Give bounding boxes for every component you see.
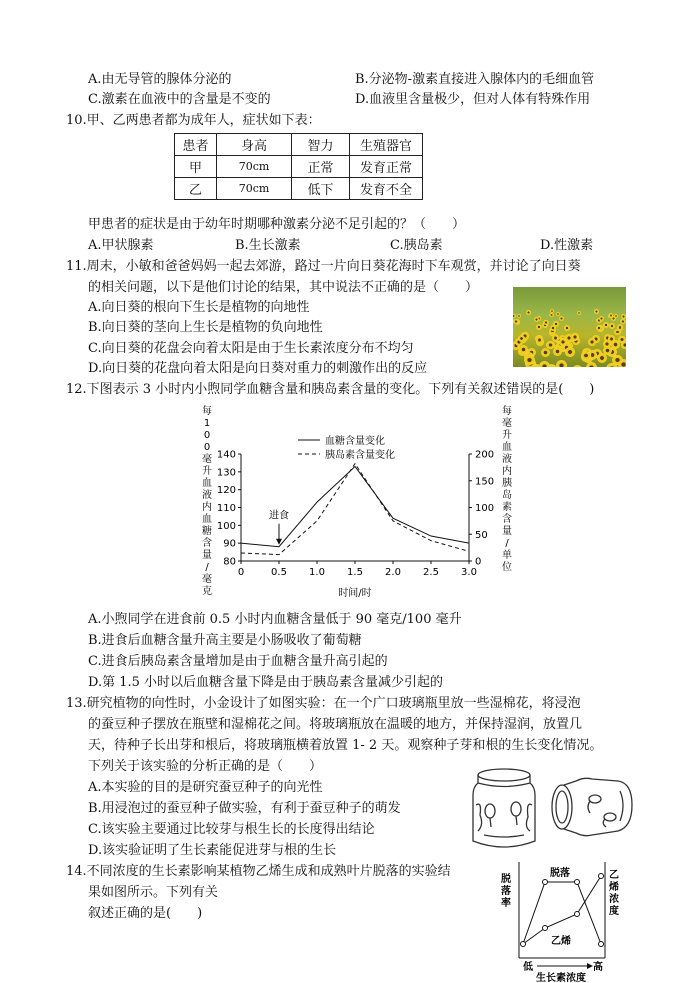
right-axis-label-char: 血: [502, 442, 512, 453]
fig14-high-label: 高: [593, 962, 603, 973]
abscission-point: [575, 880, 580, 885]
glucose-series-line: [241, 466, 469, 546]
x-axis-label: 时间/时: [338, 588, 372, 599]
right-axis-label-char: 位: [502, 562, 512, 573]
left-y-tick-label: 90: [223, 538, 236, 550]
sideways-jar-drawing: [552, 778, 632, 835]
right-y-tick-label: 100: [475, 503, 495, 514]
sunflower-dot: [565, 347, 574, 356]
fig14-low-label: 低: [523, 962, 533, 973]
sunflower-dot: [556, 312, 560, 316]
sunflower-dot: [603, 322, 609, 328]
abscission-curve: [523, 882, 601, 944]
fig14-right-label-2: 烯: [609, 882, 619, 893]
x-tick-label: 2.5: [423, 567, 439, 578]
table-cell: 乙: [175, 178, 217, 200]
q14-stem-line1: 14.不同浓度的生长素影响某植物乙烯生成和成熟叶片脱落的实验结: [66, 864, 451, 879]
q10-option-d: D.性激素: [540, 238, 594, 253]
abscission-point: [521, 942, 526, 947]
left-axis-label-char: 内: [202, 502, 212, 513]
q13-stem-line4: 下列关于该实验的分析正确的是（ ）: [88, 759, 323, 774]
q13-stem-line1: 13.研究植物的向性时，小金设计了如图实验：在一个广口玻璃瓶里放一些湿棉花，将浸泡: [66, 696, 581, 711]
ethylene-curve-label: 乙烯: [551, 936, 571, 947]
left-axis-label-char: 克: [202, 586, 212, 597]
sunflower-dot: [549, 313, 554, 318]
q13-option-d: D.该实验证明了生长素能促进芽与根的生长: [88, 843, 337, 858]
sunflower-dot: [611, 316, 616, 321]
right-y-tick-label: 200: [475, 449, 495, 461]
q11-stem-line1: 11.周末，小敏和爸爸妈妈一起去郊游，路过一片向日葵花海时下车观赏，并讨论了向日葵: [66, 259, 581, 274]
fig14-left-label-3: 率: [501, 898, 511, 909]
left-axis-label-char: 血: [202, 514, 212, 525]
sunflower-dot: [614, 329, 621, 336]
ethylene-point: [599, 874, 604, 879]
right-axis-label-char: 内: [502, 466, 512, 477]
auxin-ethylene-figure: [495, 858, 625, 983]
left-axis-label-char: 0: [203, 430, 211, 441]
insulin-series-line: [241, 464, 469, 555]
q14-stem-line3: 叙述正确的是( ): [88, 906, 203, 921]
x-tick-label: 2.0: [385, 567, 401, 578]
table-header-cell: 身高: [217, 134, 292, 156]
q11-option-c: C.向日葵的花盘会向着太阳是由于生长素浓度分布不均匀: [88, 341, 414, 356]
q12-option-b: B.进食后血糖含量升高主要是小肠吸收了葡萄糖: [88, 633, 362, 648]
q9-option-c: C.激素在血液中的含量是不变的: [88, 92, 271, 107]
q10-option-a: A.甲状腺素: [88, 238, 154, 253]
q10-stem: 10.甲、乙两患者都为成年人，症状如下表：: [66, 113, 321, 128]
x-tick-label: 0.5: [271, 567, 287, 578]
left-y-tick-label: 110: [216, 503, 236, 514]
right-axis-label-char: 岛: [502, 490, 512, 501]
sunflower-dot: [539, 361, 550, 367]
ethylene-point: [575, 912, 580, 917]
right-axis-label-char: 升: [502, 430, 512, 441]
right-axis-label-char: 液: [502, 454, 512, 465]
table-cell: 发育正常: [350, 156, 423, 178]
sunflower-dot: [541, 348, 550, 357]
left-axis-label-char: 毫: [202, 574, 212, 585]
right-axis-label-char: 含: [502, 514, 512, 525]
q13-option-b: B.用浸泡过的蚕豆种子做实验，有利于蚕豆种子的萌发: [88, 801, 401, 816]
left-y-tick-label: 140: [216, 449, 236, 461]
sunflower-field-photo: [513, 287, 626, 367]
sunflower-dot: [597, 353, 607, 363]
fig14-left-label-1: 脱: [501, 874, 511, 885]
sunflower-dot: [518, 335, 526, 343]
left-axis-label-char: 1: [203, 418, 211, 429]
table-row: [175, 156, 423, 178]
fig14-right-label-3: 浓: [609, 894, 619, 905]
table-cell: 甲: [175, 156, 217, 178]
q12-option-d: D.第 1.5 小时以后血糖含量下降是由于胰岛素含量减少引起的: [88, 675, 444, 690]
sunflower-dot: [550, 325, 556, 331]
left-axis-label-char: 含: [202, 538, 212, 549]
x-tick-label: 1.0: [309, 567, 325, 578]
sunflower-dot: [536, 324, 542, 330]
right-axis-label-char: 单: [502, 550, 512, 561]
sunflower-dot: [609, 323, 615, 329]
sunflower-dot: [577, 311, 581, 315]
q9-option-b: B.分泌物-激素直接进入腺体内的毛细血管: [355, 72, 595, 87]
right-axis-label-char: 每: [502, 406, 512, 417]
legend-insulin: 胰岛素含量变化: [325, 450, 395, 461]
sunflower-dot: [556, 360, 567, 367]
x-tick-label: 0: [237, 567, 245, 578]
glucose-insulin-chart: [195, 402, 525, 602]
table-cell: 正常: [292, 156, 350, 178]
right-axis-label-char: /: [505, 538, 509, 549]
fig14-left-label-2: 落: [501, 886, 511, 897]
q9-option-a: A.由无导管的腺体分泌的: [88, 72, 232, 87]
right-axis-label-char: 毫: [502, 418, 512, 429]
q11-option-d: D.向日葵的花盘向着太阳是向日葵对重力的刺激作出的反应: [88, 361, 428, 376]
fig14-right-label-4: 度: [609, 906, 619, 917]
sunflower-dot: [553, 347, 562, 356]
q10-question: 甲患者的症状是由于幼年时期哪种激素分泌不足引起的？（ ）: [88, 217, 466, 232]
q12-stem: 12.下图表示 3 小时内小煦同学血糖含量和胰岛素含量的变化。下列有关叙述错误的是( ): [66, 382, 595, 397]
sunflower-dot: [581, 351, 591, 361]
left-axis-label-char: 0: [203, 442, 211, 453]
q12-option-c: C.进食后胰岛素含量增加是由于血糖含量升高引起的: [88, 654, 388, 669]
left-y-tick-label: 120: [216, 485, 236, 497]
table-header-cell: 智力: [292, 134, 350, 156]
q13-option-a: A.本实验的目的是研究蚕豆种子的向光性: [88, 780, 323, 795]
feeding-annotation: 进食: [269, 510, 289, 522]
right-y-tick-label: 50: [475, 529, 488, 541]
table-header-cell: 患者: [175, 134, 217, 156]
q13-option-c: C.该实验主要通过比较芽与根生长的长度得出结论: [88, 822, 375, 837]
left-axis-label-char: /: [205, 562, 209, 573]
left-y-tick-label: 130: [216, 467, 236, 479]
sunflower-dot: [612, 355, 622, 365]
abscission-point: [599, 942, 604, 947]
table-cell: 70cm: [217, 178, 292, 200]
x-tick-label: 1.5: [347, 567, 363, 578]
table-header-row: [175, 134, 423, 156]
x-tick-label: 3.0: [461, 567, 477, 578]
q13-stem-line2: 的蚕豆种子摆放在瓶壁和湿棉花之间。将玻璃瓶放在温暖的地方，并保持湿润，放置几: [88, 717, 583, 732]
q11-option-a: A.向日葵的根向下生长是植物的向地性: [88, 300, 310, 315]
q11-stem-line2: 的相关问题，以下是他们讨论的结果，其中说法不正确的是（ ）: [88, 280, 479, 295]
sunflower-dot: [519, 345, 528, 354]
right-axis-label-char: 素: [502, 502, 512, 513]
sunflower-dot: [534, 317, 539, 322]
right-y-tick-label: 150: [475, 476, 495, 488]
sunflower-dot: [524, 355, 534, 365]
left-axis-label-char: 升: [202, 466, 212, 477]
left-axis-label-char: 量: [202, 550, 212, 561]
sunflower-dot: [513, 314, 516, 319]
sunflower-dot: [513, 319, 518, 324]
left-y-tick-label: 80: [223, 556, 236, 568]
right-y-tick-label: 0: [475, 556, 482, 568]
ethylene-point: [543, 926, 548, 931]
sunflower-dot: [543, 320, 548, 325]
sunflower-dot: [596, 325, 602, 331]
abscission-curve-label: 脱落: [550, 868, 570, 879]
table-header-cell: 生殖器官: [350, 134, 423, 156]
left-axis-label-char: 血: [202, 478, 212, 489]
sunflower-dot: [572, 365, 584, 367]
q10-option-c: C.胰岛素: [390, 238, 443, 253]
left-axis-label-char: 毫: [202, 454, 212, 465]
abscission-point: [543, 880, 548, 885]
q14-stem-line2: 果如图所示。下列有关: [88, 885, 219, 900]
sunflower-dot: [526, 310, 530, 314]
q9-option-d: D.血液里含量极少，但对人体有特殊作用: [355, 92, 591, 107]
sunflower-dot: [564, 325, 570, 331]
sunflower-dot: [621, 341, 626, 349]
right-axis-label-char: 胰: [502, 478, 512, 489]
table-row: [175, 178, 423, 200]
sunflower-dot: [588, 338, 596, 346]
q12-option-a: A.小煦同学在进食前 0.5 小时内血糖含量低于 90 毫克/100 毫升: [88, 612, 462, 627]
sunflower-dot: [621, 314, 626, 319]
left-y-tick-label: 100: [216, 520, 236, 532]
fig14-right-label-1: 乙: [609, 870, 619, 881]
left-axis-label-char: 每: [202, 406, 212, 417]
upright-jar-drawing: [473, 769, 535, 847]
left-axis-label-char: 液: [202, 490, 212, 501]
left-axis-label: [202, 404, 212, 597]
sunflower-dot: [586, 362, 597, 367]
q10-option-b: B.生长激素: [235, 238, 301, 253]
sunflower-dot: [599, 316, 604, 321]
jar-experiment-figure: [460, 765, 640, 855]
right-axis-label: [502, 404, 512, 573]
sunflower-dot: [517, 314, 522, 319]
table-cell: 发育不全: [350, 178, 423, 200]
right-axis-label-char: 量: [502, 526, 512, 537]
table-cell: 70cm: [217, 156, 292, 178]
sunflower-dot: [594, 309, 598, 313]
q11-option-b: B.向日葵的茎向上生长是植物的负向地性: [88, 320, 323, 335]
sunflower-dot: [620, 319, 625, 324]
symptom-table: [174, 133, 423, 200]
fig14-x-label: 生长素浓度: [536, 973, 586, 983]
q13-stem-line3: 天，待种子长出芽和根后，将玻璃瓶横着放置 1- 2 天。观察种子芽和根的生长变化情况。: [88, 738, 603, 753]
legend-glucose: 血糖含量变化: [325, 436, 385, 447]
left-axis-label-char: 糖: [202, 526, 212, 537]
chart-legend: [298, 434, 395, 461]
sunflower-dot: [559, 316, 564, 321]
table-cell: 低下: [292, 178, 350, 200]
